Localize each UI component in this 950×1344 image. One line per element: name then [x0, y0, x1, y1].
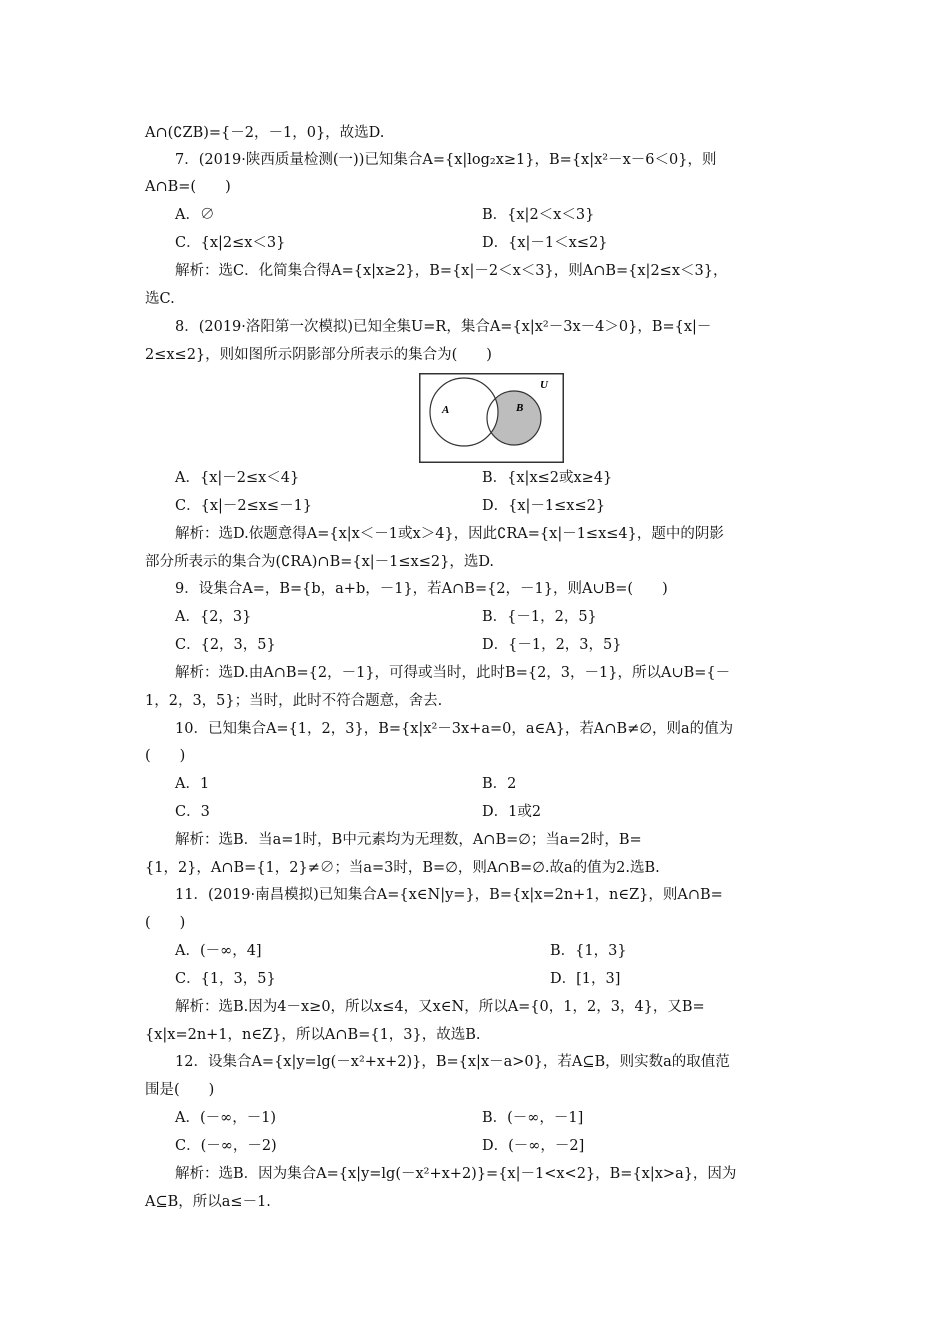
option-b: B．{x|x≤2或x≥4}	[482, 470, 613, 486]
solution-10: 解析：选B．当a=1时，B中元素均为无理数，A∩B=∅；当a=2时，B=	[175, 832, 642, 848]
option-d: D．(－∞，－2]	[482, 1138, 585, 1154]
solution-12-cont: A⊆B，所以a≤－1.	[145, 1194, 271, 1210]
solution-9-cont: 1，2，3，5}；当时，此时不符合题意，舍去.	[145, 693, 443, 709]
option-a: A．(－∞，4]	[175, 943, 262, 959]
solution-7: 解析：选C．化简集合得A={x|x≥2}，B={x|－2＜x＜3}，则A∩B={x|2≤x＜3}，	[175, 263, 728, 279]
solution-9: 解析：选D.由A∩B={2，－1}，可得或当时，此时B={2，3，－1}，所以A∪B={－	[175, 665, 731, 681]
option-c: C．3	[175, 804, 210, 820]
option-a: A．∅	[175, 207, 215, 223]
solution-11: 解析：选B.因为4－x≥0，所以x≤4，又x∈N，所以A={0，1，2，3，4}，又B=	[175, 999, 705, 1015]
option-c: C．{x|－2≤x≤－1}	[175, 498, 313, 514]
solution-8: 解析：选D.依题意得A={x|x＜－1或x＞4}，因此∁RA={x|－1≤x≤4}，题中的阴影	[175, 526, 724, 542]
option-b: B．(－∞，－1]	[482, 1110, 584, 1126]
option-d: D．{－1，2，3，5}	[482, 637, 622, 653]
option-c: C．{1，3，5}	[175, 971, 276, 987]
question-12-stem-cont: 围是( )	[145, 1082, 215, 1098]
option-a: A．{2，3}	[175, 609, 252, 625]
option-b: B．2	[482, 776, 517, 792]
universe-label: U	[540, 379, 548, 391]
question-9-stem: 9．设集合A=，B={b，a+b，－1}，若A∩B={2，－1}，则A∪B=( )	[175, 581, 668, 597]
option-b: B．{x|2＜x＜3}	[482, 207, 595, 223]
question-12-stem: 12．设集合A={x|y=lg(－x²+x+2)}，B={x|x－a>0}，若A⊆B，则实数a的取值范	[175, 1054, 730, 1070]
option-c: C．{x|2≤x＜3}	[175, 235, 286, 251]
question-7-stem-cont: A∩B=( )	[145, 179, 231, 195]
option-d: D．{x|－1＜x≤2}	[482, 235, 608, 251]
option-d: D．1或2	[482, 804, 542, 820]
venn-diagram	[419, 373, 564, 463]
solution-11-cont: {x|x=2n+1，n∈Z}，所以A∩B={1，3}，故选B.	[145, 1027, 481, 1043]
solution-12: 解析：选B．因为集合A={x|y=lg(－x²+x+2)}={x|－1<x<2}，B={x|x>a}，因为	[175, 1166, 737, 1182]
option-d: D．[1，3]	[550, 971, 621, 987]
option-b: B．{1，3}	[550, 943, 627, 959]
set-a-label: A	[442, 404, 450, 416]
question-10-stem-cont: ( )	[145, 748, 186, 764]
question-11-stem: 11．(2019·南昌模拟)已知集合A={x∈N|y=}，B={x|x=2n+1，n∈Z}，则A∩B=	[175, 887, 723, 903]
solution-10-cont: {1，2}，A∩B={1，2}≠∅；当a=3时，B=∅，则A∩B=∅.故a的值为2.选B.	[145, 860, 660, 876]
option-a: A．1	[175, 776, 210, 792]
question-8-stem-cont: 2≤x≤2}，则如图所示阴影部分所表示的集合为( )	[145, 347, 492, 363]
solution-7-cont: 选C.	[145, 291, 175, 307]
solution-8-cont: 部分所表示的集合为(∁RA)∩B={x|－1≤x≤2}，选D.	[145, 554, 495, 570]
question-7-stem: 7．(2019·陕西质量检测(一))已知集合A={x|log₂x≥1}，B={x|x²－x－6＜0}，则	[175, 152, 717, 168]
set-b-label: B	[516, 402, 524, 414]
option-a: A．{x|－2≤x＜4}	[175, 470, 300, 486]
option-c: C．{2，3，5}	[175, 637, 276, 653]
question-11-stem-cont: ( )	[145, 915, 186, 931]
option-c: C．(－∞，－2)	[175, 1138, 277, 1154]
option-d: D．{x|－1≤x≤2}	[482, 498, 606, 514]
option-a: A．(－∞，－1)	[175, 1110, 277, 1126]
option-b: B．{－1，2，5}	[482, 609, 597, 625]
text-line: A∩(∁ZB)={－2，－1，0}，故选D.	[145, 125, 385, 141]
question-10-stem: 10．已知集合A={1，2，3}，B={x|x²－3x+a=0，a∈A}，若A∩B≠∅，则a的值为	[175, 721, 734, 737]
question-8-stem: 8．(2019·洛阳第一次模拟)已知全集U=R，集合A={x|x²－3x－4＞0}，B={x|－	[175, 319, 712, 335]
